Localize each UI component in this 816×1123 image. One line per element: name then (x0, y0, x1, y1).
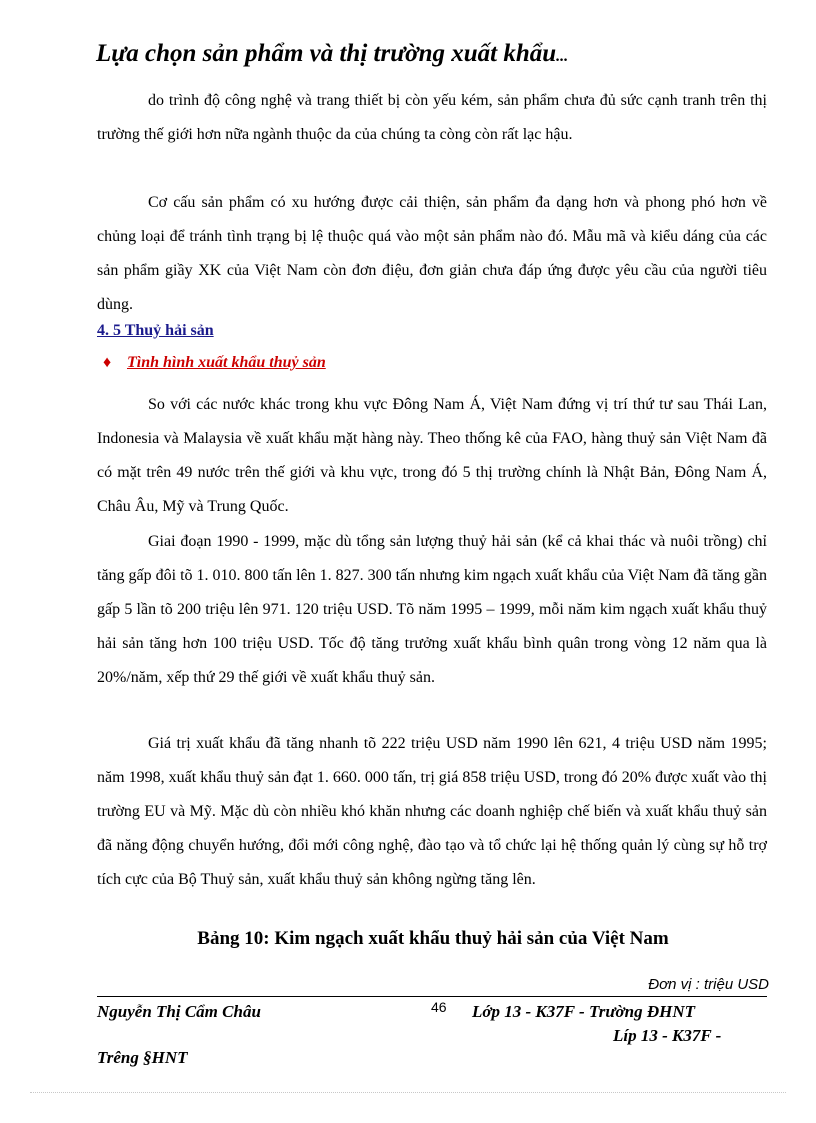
page-number: 46 (431, 999, 447, 1015)
header-title-ellipsis: ... (556, 48, 569, 65)
footer-class-garbled: Líp 13 - K37F - (613, 1026, 722, 1045)
paragraph-regional-ranking: So với các nước khác trong khu vực Đông Nam Á, Việt Nam đứng vị trí thứ tư sau Thái Lan, Indonesia và Malaysia về xuất khẩu mặt hàng này. Theo thống kê của FAO, hàng thuỷ sản Việt Nam đã có mặt trên 49 nước trên thế giới và khu vực, trong đó 5 thị trường chính là Nhật Bản, Đông Nam Á, Châu Âu, Mỹ và Trung Quốc. (97, 396, 767, 515)
footer-divider (97, 996, 767, 997)
section-heading-seafood: 4. 5 Thuỷ hải sản (97, 322, 214, 339)
table-caption: Bảng 10: Kim ngạch xuất khẩu thuỷ hải sản của Việt Nam (197, 928, 669, 949)
footer-author: Nguyễn Thị Cẩm Châu (97, 1002, 261, 1021)
paragraph-product-structure: Cơ cấu sản phẩm có xu hướng được cải thiện, sản phẩm đa dạng hơn và phong phó hơn về chủng loại để tránh tình trạng bị lệ thuộc quá vào một sản phẩm nào đó. Mẫu mã và kiểu dáng của các sản phẩm giầy XK của Việt Nam còn đơn điệu, đơn giản chưa đáp ứng được yêu cầu của người tiêu dùng. (97, 194, 767, 313)
paragraph-1990-1999: Giai đoạn 1990 - 1999, mặc dù tổng sản lượng thuỷ hải sản (kể cả khai thác và nuôi trồng) chỉ tăng gấp đôi tõ 1. 010. 800 tấn lên 1. 827. 300 tấn nhưng kim ngạch xuất khẩu của Việt Nam đã tăng gần gấp 5 lần tõ 200 triệu lên 971. 120 triệu USD. Tõ năm 1995 – 1999, mỗi năm kim ngạch xuất khẩu thuỷ hải sản tăng hơn 100 triệu USD. Tốc độ tăng trưởng xuất khẩu bình quân trong vòng 12 năm qua là 20%/năm, xếp thứ 29 thế giới về xuất khẩu thuỷ sản. (97, 533, 767, 686)
header-title-text: Lựa chọn sản phẩm và thị trường xuất khẩu (96, 40, 557, 67)
subheading-label: Tình hình xuất khẩu thuỷ sản (127, 354, 326, 371)
paragraph-export-value: Giá trị xuất khẩu đã tăng nhanh tõ 222 triệu USD năm 1990 lên 621, 4 triệu USD năm 1995; năm 1998, xuất khẩu thuỷ sản đạt 1. 660. 000 tấn, trị giá 858 triệu USD, trong đó 20% được xuất vào thị trường EU và Mỹ. Mặc dù còn nhiều khó khăn nhưng các doanh nghiệp chế biến và xuất khẩu thuỷ sản đã năng động chuyển hướng, đổi mới công nghệ, đào tạo và tổ chức lại hệ thống quản lý cùng sự hỗ trợ tích cực của Bộ Thuỷ sản, xuất khẩu thuỷ sản không ngừng tăng lên. (97, 735, 767, 888)
footer-school-garbled: Trêng §HNT (97, 1048, 188, 1067)
subheading-seafood-export (103, 354, 326, 372)
diamond-bullet-icon: ♦ (103, 354, 112, 371)
page-header-title (96, 40, 568, 68)
paragraph-leather-tech: do trình độ công nghệ và trang thiết bị còn yếu kém, sản phẩm chưa đủ sức cạnh tranh trên thị trường thế giới hơn nữa ngành thuộc da của chúng ta còng còn rất lạc hậu. (97, 92, 767, 143)
page-bottom-dotted-line (30, 1092, 786, 1093)
footer-class-line: Lớp 13 - K37F - Trường ĐHNT (472, 1002, 695, 1021)
table-unit-label: Đơn vị : triệu USD (648, 976, 769, 993)
